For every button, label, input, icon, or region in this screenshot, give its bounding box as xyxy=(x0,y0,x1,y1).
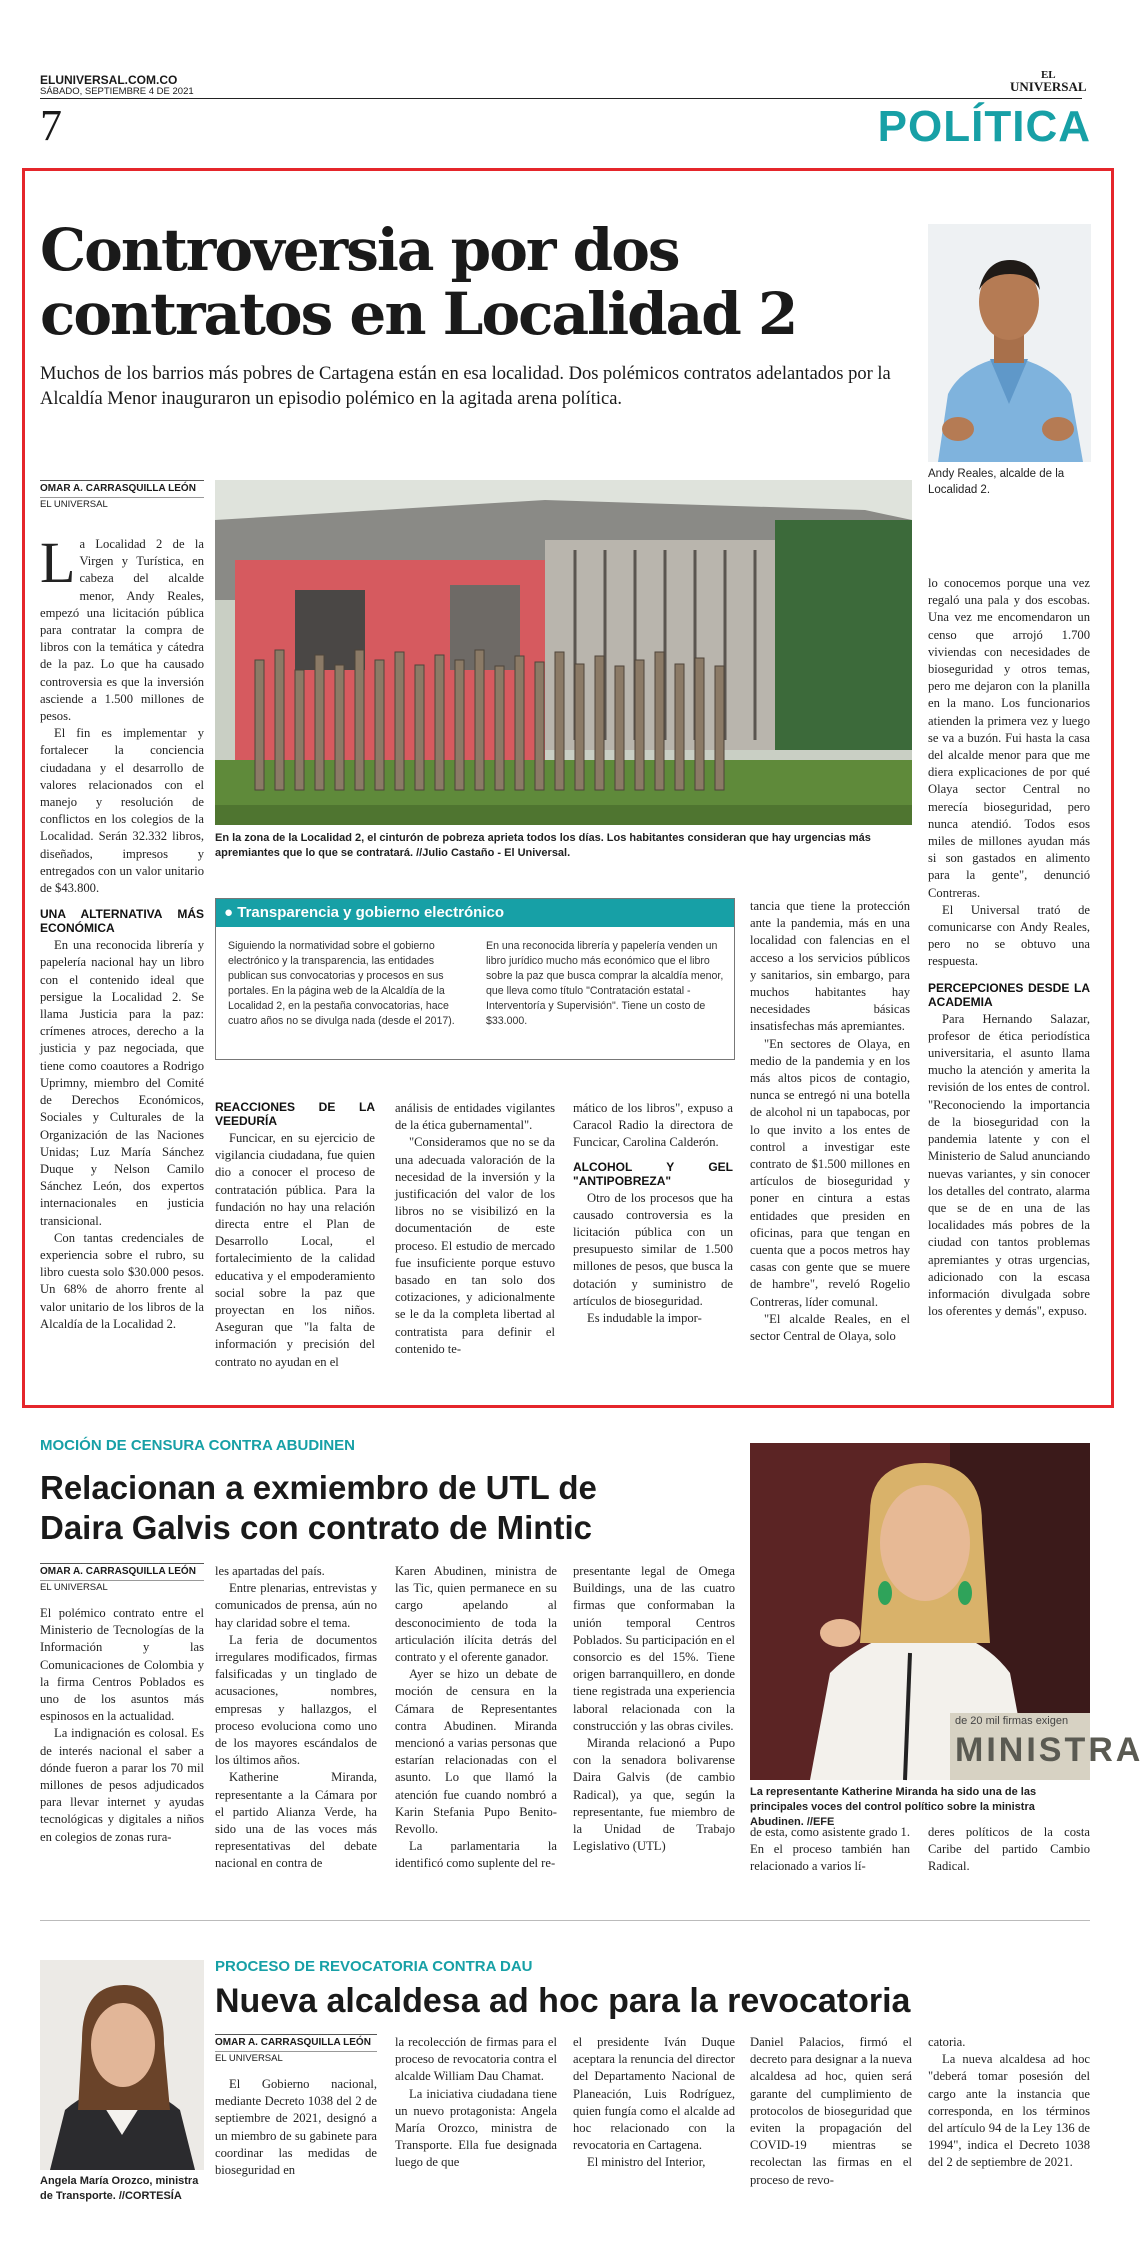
col4-p1: mático de los libros", expuso a Caracol Radio la directora de Funcicar, Carolina Calderón. xyxy=(573,1101,733,1150)
col5-p3: "El alcalde Reales, en el sector Central de Olaya, solo xyxy=(750,1311,910,1344)
article3-byline xyxy=(215,2034,377,2065)
article2-byline xyxy=(40,1563,204,1594)
article1-col6 xyxy=(928,575,1090,1383)
header-rule xyxy=(40,98,1082,99)
page-number: 7 xyxy=(40,101,62,150)
byline2-outlet: EL UNIVERSAL xyxy=(40,1580,204,1594)
localidad-photo xyxy=(215,480,912,825)
bullet-icon: ● xyxy=(224,904,234,921)
article1-col1 xyxy=(40,530,204,1379)
section-divider xyxy=(40,1920,1090,1921)
col3-p2: "Consideramos que no se da una adecuada valoración de la necesidad de la inversión y la justificación del valor de los libros no se visibilizó en la documentación de este proceso. El estudio de mercado fue insuficiente porque estuvo basado en tan solo dos cotizaciones, y adicionalmente se le da la completa libertad al contratista para definir el contenido te- xyxy=(395,1135,555,1356)
col2-p1: Funcicar, en su ejercicio de vigilancia ciudadana, fue quien dio a conocer el proceso de contratación pública. Para la fundación no hay una relación directa entre el Plan de Desarrollo Local, el fortalecimiento de la calidad educativa y el empoderamiento social sobre la paz que proyectan en los niños. Aseguran que "la falta de información y precisión del contrato no ayudan en el xyxy=(215,1131,375,1369)
col2-subhead: REACCIONES DE LA VEEDURÍA xyxy=(215,1100,375,1128)
article2-col1 xyxy=(40,1605,204,1865)
col1-p4: Con tantas credenciales de experiencia sobre el rubro, su libro cuesta solo $30.000 pesos. Un 68% de ahorro frente al valor unitario de los libros de la Alcaldía de la Localidad 2. xyxy=(40,1230,204,1331)
article1-col2 xyxy=(215,1100,375,1382)
angela-orozco-photo xyxy=(40,1960,204,2170)
byline2-name: OMAR A. CARRASQUILLA LEÓN xyxy=(40,1566,196,1577)
katherine-miranda-photo xyxy=(750,1443,1143,1780)
col1-subhead: UNA ALTERNATIVA MÁS ECONÓMICA xyxy=(40,907,204,936)
a2-c1-p2: La indignación es colosal. Es de interés nacional el saber a dónde fueron a parar los 70 mil millones de pesos adjudicados para llevar internet y ayudas tecnológicas y digitales a niños en colegios de zonas rura- xyxy=(40,1726,204,1844)
article1-headline xyxy=(40,218,910,346)
box-title: Transparencia y gobierno electrónico xyxy=(237,904,504,921)
col3-p1: análisis de entidades vigilantes de la ética gubernamental". xyxy=(395,1101,555,1133)
article3-col3 xyxy=(573,2034,735,2218)
headline-line1: Controversia por dos xyxy=(40,216,679,284)
a2-c2-p1: les apartadas del país. xyxy=(215,1564,325,1578)
photo2-caption: La representante Katherine Miranda ha sido una de las principales voces del control político sobre la ministra Abudinen. //EFE xyxy=(750,1786,1037,1828)
a2-c3-p1: Karen Abudinen, ministra de las Tic, quien permanece en su cargo apelando al desconocimiento de toda la articulación ilícita detrás del contrato y el oferente ganador. xyxy=(395,1564,557,1665)
a2-c3-p2: Ayer se hizo un debate de moción de censura en la Cámara de Representantes contra Abudinen. Miranda mencionó a varias personas que estarían relacionadas con el asunto. Lo que llamó la atención fue cuando nombró a Karin Stefania Pupo Benito-Revollo. xyxy=(395,1667,557,1837)
byline3-name: OMAR A. CARRASQUILLA LEÓN xyxy=(215,2037,371,2048)
article2-col2 xyxy=(215,1563,377,1871)
headline2-line1: Relacionan a exmiembro de UTL de xyxy=(40,1469,597,1506)
byline-name: OMAR A. CARRASQUILLA LEÓN xyxy=(40,483,196,494)
box-right: En una reconocida librería y papelería venden un libro jurídico mucho más económico que el libro sobre la paz que busca comprar la alcaldía menor, que lleva como título "Contratación estatal - Interventoría y Supervisión". Tiene un costo de $33.000. xyxy=(486,940,724,1027)
col4-p3: Es indudable la impor- xyxy=(587,1311,702,1326)
col5-p1: tancia que tiene la protección ante la pandemia, más en una localidad con falencias en el acceso a los servicios públicos y sanitarios, sin embargo, para muchos habitantes hay necesidades básicas insatisfechas más apremiantes. xyxy=(750,899,910,1034)
col1-p3: En una reconocida librería y papelería nacional hay un libro con el contenido ideal que persigue la Localidad 2. Se llama Justicia para la paz: crímenes atroces, derecho a la justicia y paz negociada, que tiene como coautores a Rodrigo Uprimny, miembro del Comité de Derechos Económicos, Sociales y Culturales de la Organización de las Naciones Unidas; Luz María Sánchez Duque y Nelson Camilo Sánchez León, dos expertos internacionales en justicia transicional. xyxy=(40,938,204,1228)
a2-c4-p2: Miranda relacionó a Pupo con la senadora bolivarense Daira Galvis (de cambio Radical), ya que, según la representante, fue miembro de la Unidad de Trabajo Legislativo (UTL) xyxy=(573,1736,735,1854)
a3-c3-p2: El ministro del Interior, xyxy=(587,2155,706,2170)
byline3-outlet: EL UNIVERSAL xyxy=(215,2051,377,2065)
a2-c1-p1: El polémico contrato entre el Ministerio de Tecnologías de la Información y las Comunicaciones de Colombia y la firma Centros Poblados es uno de los asuntos más espinosos en la actualidad. xyxy=(40,1606,204,1724)
article1-col5 xyxy=(750,898,910,1382)
section-title: POLÍTICA xyxy=(877,102,1091,151)
a2-c5-p1: de esta, como asistente grado 1. En el proceso también han relacionado a varios lí- xyxy=(750,1825,910,1874)
logo-top: EL xyxy=(1040,69,1056,81)
a2-c2-p3: La feria de documentos irregulares modificados, firmas falsificadas y un tinglado de acusaciones, nombres, empresas y hallazgos, el proceso evoluciona como uno de los mayores escándalos de los últimos años. xyxy=(215,1632,377,1768)
andy-reales-photo xyxy=(928,224,1091,462)
photo-small-text: de 20 mil firmas exigen xyxy=(955,1715,1069,1727)
article3-kicker: PROCESO DE REVOCATORIA CONTRA DAU xyxy=(215,1958,533,1975)
article3-col2 xyxy=(395,2034,557,2218)
byline-outlet: EL UNIVERSAL xyxy=(40,497,204,511)
article1-deck: Muchos de los barrios más pobres de Cartagena están en esa localidad. Dos polémicos contratos adelantados por la Alcaldía Menor inauguraron un episodio polémico en la agitada arena política. xyxy=(40,364,891,409)
a3-c1-p1: El Gobierno nacional, mediante Decreto 1038 del 2 de septiembre de 2021, designó a un miembro de su gabinete para coordinar las medidas de bioseguridad en xyxy=(215,2077,377,2178)
col6-p2: El Universal trató de comunicarse con Andy Reales, pero no se obtuvo una respuesta. xyxy=(928,902,1090,969)
a3-c4-p1: Daniel Palacios, firmó el decreto para designar a la nueva alcaldesa ad hoc, quien será garante del cumplimiento de protocolos de bioseguridad que eviten la propagación del COVID-19 mientras se recolectan las firmas en el proceso de revo- xyxy=(750,2035,912,2187)
col1-p2: El fin es implementar y fortalecer la conciencia ciudadana y el desarrollo de valores relacionados con el manejo y resolución de conflictos en los colegios de la Localidad. Serán 32.332 libros, diseñados, impresos y entregados con un valor unitario de $43.800. xyxy=(40,726,204,896)
masthead-site: ELUNIVERSAL.COM.CO xyxy=(40,73,178,87)
article2-col3 xyxy=(395,1563,557,1871)
article2-headline xyxy=(40,1468,740,1548)
article3-col4 xyxy=(750,2034,912,2218)
article3-col1 xyxy=(215,2076,377,2216)
a2-c2-p4: Katherine Miranda, representante a la Cámara por el partido Alianza Verde, ha sido una de las voces más representativas del debate nacional en contra de xyxy=(215,1770,377,1871)
box-left: Siguiendo la normatividad sobre el gobierno electrónico y la transparencia, las entidades publican sus convocatorias y procesos en sus portales. En la página web de la Alcaldía de la Localidad 2, en la pestaña convocatorias, hace cuatro años no se divulga nada (desde el 2017). xyxy=(228,940,455,1027)
a2-c6-p1: deres políticos de la costa Caribe del partido Cambio Radical. xyxy=(928,1825,1090,1874)
article3-headline: Nueva alcaldesa ad hoc para la revocatoria xyxy=(215,1982,911,2020)
photo-banner-text: MINISTRA xyxy=(955,1731,1143,1769)
col4-subhead: ALCOHOL Y GEL "ANTIPOBREZA" xyxy=(573,1159,733,1188)
a3-c2-p1: la recolección de firmas para el proceso de revocatoria contra el alcalde William Dau Chamat. xyxy=(395,2035,557,2084)
headline2-line2: Daira Galvis con contrato de Mintic xyxy=(40,1509,592,1546)
portrait-caption: Andy Reales, alcalde de la Localidad 2. xyxy=(928,468,1065,496)
portrait3-caption: Angela María Orozco, ministra de Transporte. //CORTESÍA xyxy=(40,2175,199,2202)
a3-c5-p1: catoria. xyxy=(928,2035,966,2049)
col1-p1: a Localidad 2 de la Virgen y Turística, en cabeza del alcalde menor, Andy Reales, empezó una licitación pública para contratar la compra de libros con la temática y cátedra de la paz. Lo que ha causado controversia es que la inversión asciende a 1.500 millones de pesos. xyxy=(40,537,204,724)
a2-c2-p2: Entre plenarias, entrevistas y comunicados de prensa, aún no hay claridad sobre el tema. xyxy=(215,1581,377,1630)
masthead-date: SÁBADO, SEPTIEMBRE 4 DE 2021 xyxy=(40,86,194,97)
transparency-box xyxy=(215,898,735,1060)
article3-col5 xyxy=(928,2034,1090,2218)
a2-c3-p3: La parlamentaria la identificó como suplente del re- xyxy=(395,1839,557,1871)
col6-subhead: PERCEPCIONES DESDE LA ACADEMIA xyxy=(928,980,1090,1009)
headline-line2: contratos en Localidad 2 xyxy=(40,280,797,348)
col6-p1: lo conocemos porque una vez regaló una pala y dos escobas. Una vez me encomendaron un censo que arrojó 1.700 viviendas con necesidades de bioseguridad y otros temas, pero me dejaron con la planilla en la mano. Los funcionarios atienden la primera vez y luego se va a buzón. Fui hasta la casa del alcalde menor para que me diera explicaciones de por qué Olaya sector Central no merecía bioseguridad, pero nunca atendió. Todos esos miles de millones ayudan más si son gastados en alimento para la gente", denunció Contreras. xyxy=(928,576,1090,900)
a3-c3-p1: el presidente Iván Duque aceptara la renuncia del director del Departamento Nacional de Planeación, Luis Rodríguez, quien fungía como el alcalde ad hoc relacionado con la revocatoria en Cartagena. xyxy=(573,2035,735,2153)
article2-col4 xyxy=(573,1563,735,1863)
a3-c2-p2: La iniciativa ciudadana tiene un nuevo protagonista: Angela María Orozco, ministra de Transporte. Ella fue designada luego de que xyxy=(395,2086,557,2170)
box-header xyxy=(216,899,734,927)
article1-byline xyxy=(40,480,204,511)
col5-p2: "En sectores de Olaya, en medio de la pandemia y en los más altos picos de contagio, nunca se entregó ni una botella de alcohol ni un tapabocas, por lo que invito a los entes de control a investigar este contrato de $1.500 millones en artículos de bioseguridad y poner en cintura a estas entidades que presiden en oficinas, para que tengan en cuenta que a pocos metros hay casas con gente que se muere de hambre", reveló Rogelio Contreras, líder comunal. xyxy=(750,1036,910,1309)
a3-c5-p2: La nueva alcaldesa ad hoc "deberá tomar posesión del cargo ante la instancia que corresponda, en los términos del artículo 94 de la Ley 136 de 1994", indica el Decreto 1038 del 2 de septiembre de 2021. xyxy=(928,2052,1090,2170)
drop-cap: L xyxy=(40,530,76,595)
article2-col5 xyxy=(750,1824,910,1874)
a2-c4-p1: presentante legal de Omega Buildings, una de las cuatro firmas que conformaban la unión temporal Centros Poblados. Su participación en el consorcio es del 15%. Tiene origen barranquillero, en donde tiene registrada una experiencia laboral relacionada con la construcción y las obras civiles. xyxy=(573,1564,735,1733)
col4-p2: Otro de los procesos que ha causado controversia es la licitación pública con un presupuesto similar de 1.500 millones de pesos, que busca la dotación y suministro de artículos de bioseguridad. xyxy=(573,1190,733,1308)
article1-col3 xyxy=(395,1100,555,1382)
article2-col6 xyxy=(928,1824,1090,1884)
masthead-logo xyxy=(1010,70,1087,92)
logo-bottom: UNIVERSAL xyxy=(1010,79,1087,94)
article1-col4 xyxy=(573,1100,733,1382)
col6-p3: Para Hernando Salazar, profesor de ética periodística universitaria, el asunto llama mucho la atención y amerita la revisión de los entes de control. "Reconociendo la importancia de la bioseguridad con la pandemia latente y con el Ministerio de Salud anunciando nuevas variantes, y sin conocer los detalles del contrato, alarma que se de en una de las localidades más pobres de la ciudad con tantos problemas apremiantes y otras urgencias, adicionado con la escasa información divulgada sobre los oferentes y demás", expuso. xyxy=(928,1011,1090,1319)
photo-caption: En la zona de la Localidad 2, el cinturón de pobreza aprieta todos los días. Los habitantes consideran que hay urgencias más apremiantes que lo que se contratará. //Julio Castaño - El Universal. xyxy=(215,832,871,859)
article2-kicker: MOCIÓN DE CENSURA CONTRA ABUDINEN xyxy=(40,1437,355,1454)
